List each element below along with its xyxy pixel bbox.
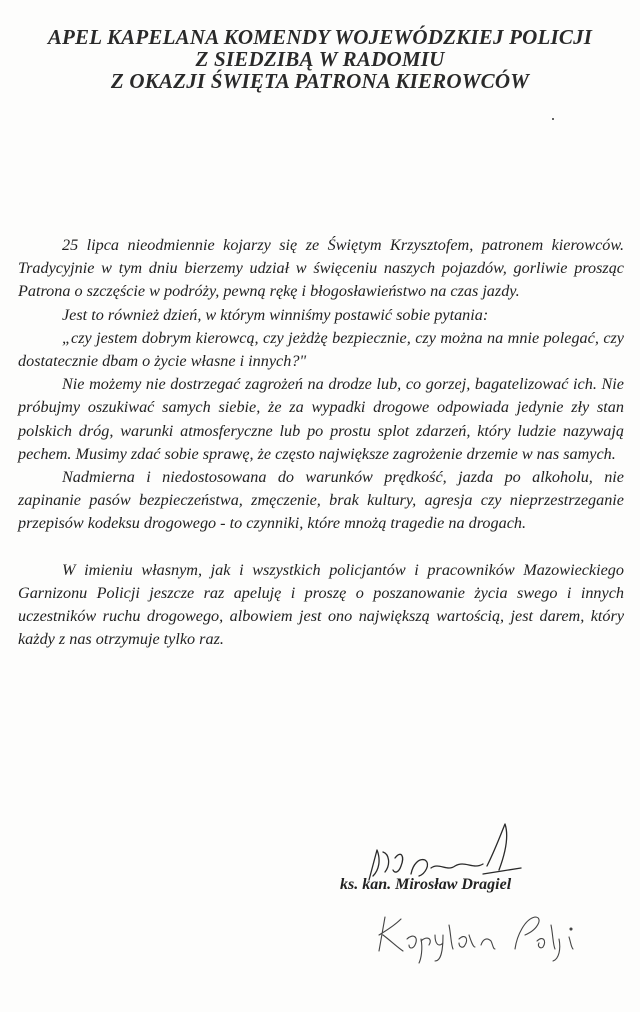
title-line-1: APEL KAPELANA KOMENDY WOJEWÓDZKIEJ POLICJI	[47, 25, 593, 49]
handwritten-note	[375, 895, 585, 965]
paragraph-quote: „czy jestem dobrym kierowcą, czy jeżdżę bezpiecznie, czy można na mnie polegać, czy dostatecznie dbam o życie własne i innych?"	[18, 328, 624, 371]
paragraph-2: Jest to również dzień, w którym winniśmy postawić sobie pytania:	[62, 305, 489, 324]
paragraph-5: W imieniu własnym, jak i wszystkich policjantów i pracowników Mazowieckiego Garnizonu Policji jeszcze raz apeluję i proszę o poszanowanie życia swego i innych uczestników ruchu drogowego, albowiem jest ono największą wartością, jest darem, który każdy z nas otrzymuje tylko raz.	[18, 560, 624, 649]
document-body	[18, 234, 624, 651]
paragraph-3: Nie możemy nie dostrzegać zagrożeń na drodze lub, co gorzej, bagatelizować ich. Nie próbujmy oszukiwać samych siebie, że za wypadki drogowe odpowiada jedynie zły stan polskich dróg, warunki atmosferyczne lub po prostu splot zdarzeń, który ludzie nazywają pechem. Musimy zdać sobie sprawę, że często największe zagrożenie drzemie w nas samych.	[18, 375, 624, 463]
paragraph-1: 25 lipca nieodmiennie kojarzy się ze Świętym Krzysztofem, patronem kierowców. Tradycyjnie w tym dniu bierzemy udział w święceniu naszych pojazdów, gorliwie prosząc Patrona o szczęście w podróży, pewną rękę i błogosławieństwo na czas jazdy.	[18, 236, 624, 301]
signer-name: ks. kan. Mirosław Dragiel	[340, 876, 512, 893]
scan-speck	[552, 118, 554, 120]
title-line-2: Z SIEDZIBĄ W RADOMIU	[195, 47, 445, 71]
title-line-3: Z OKAZJI ŚWIĘTA PATRONA KIEROWCÓW	[110, 69, 530, 93]
paragraph-4: Nadmierna i niedostosowana do warunków prędkość, jazda po alkoholu, nie zapinanie pasów bezpieczeństwa, zmęczenie, brak kultury, agresja czy nieprzestrzeganie przepisów kodeksu drogowego - to czynniki, które mnożą tragedie na drogach.	[18, 468, 624, 533]
